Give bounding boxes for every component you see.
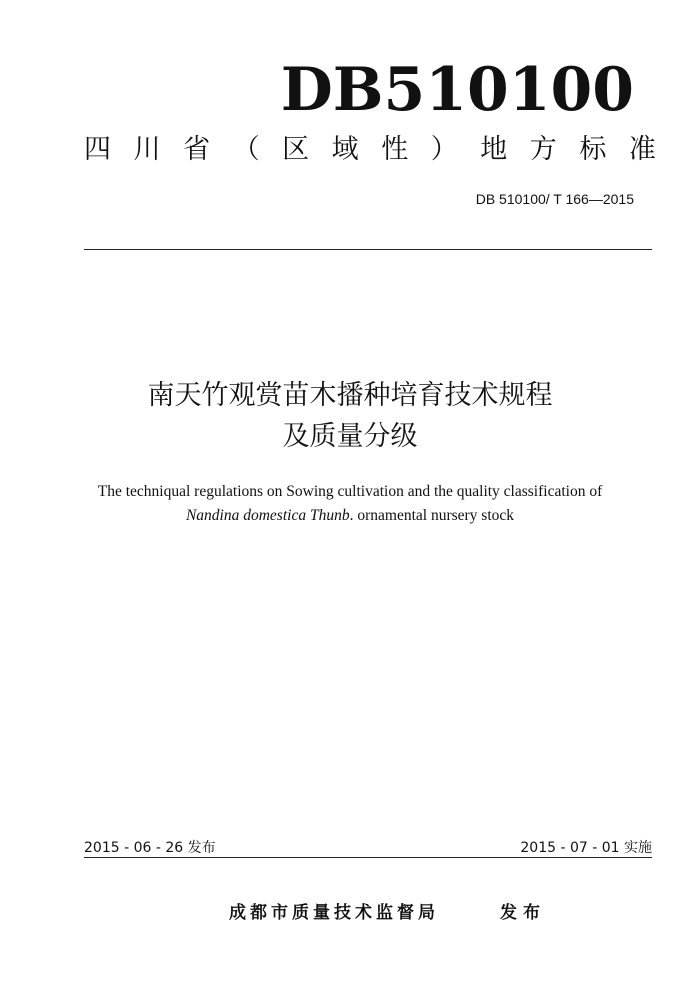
standard-type-char: 区 bbox=[282, 134, 310, 165]
standard-type-char: 性 bbox=[381, 134, 409, 165]
standard-code: DB510100 bbox=[280, 55, 634, 125]
implementation-date: 2015 - 07 - 01 实施 bbox=[520, 840, 652, 856]
species-name: Nandina domestica Thunb bbox=[185, 507, 350, 524]
title-cn-line1: 南天竹观赏苗木播种培育技术规程 bbox=[147, 380, 553, 411]
standard-type-char: 方 bbox=[529, 134, 557, 165]
standard-type-char: ） bbox=[430, 134, 458, 165]
title-en-line2-rest: . ornamental nursery stock bbox=[349, 507, 515, 524]
title-cn-line2: 及质量分级 bbox=[282, 421, 418, 452]
publish-label: 发布 bbox=[500, 903, 546, 923]
issue-date: 2015 - 06 - 26 发布 bbox=[84, 840, 216, 856]
standard-type-char: 川 bbox=[133, 134, 161, 165]
standard-type-char: 域 bbox=[331, 134, 359, 165]
issuing-authority: 成都市质量技术监督局 bbox=[229, 903, 439, 923]
standard-number: DB 510100/ T 166—2015 bbox=[475, 191, 634, 207]
title-en-line2 bbox=[0, 505, 700, 527]
standard-type bbox=[84, 130, 656, 170]
header-divider bbox=[84, 249, 652, 250]
standard-type-char: 准 bbox=[628, 134, 656, 165]
standard-type-char: 标 bbox=[579, 134, 607, 165]
standard-type-char: 地 bbox=[480, 134, 508, 165]
standard-type-char: 四 bbox=[84, 134, 111, 165]
standard-type-char: 省 bbox=[183, 134, 211, 165]
dates-divider bbox=[84, 857, 652, 858]
title-en-line1: The techniqual regulations on Sowing cultivation and the quality classification of bbox=[97, 483, 603, 500]
standard-type-char: （ bbox=[232, 134, 260, 165]
